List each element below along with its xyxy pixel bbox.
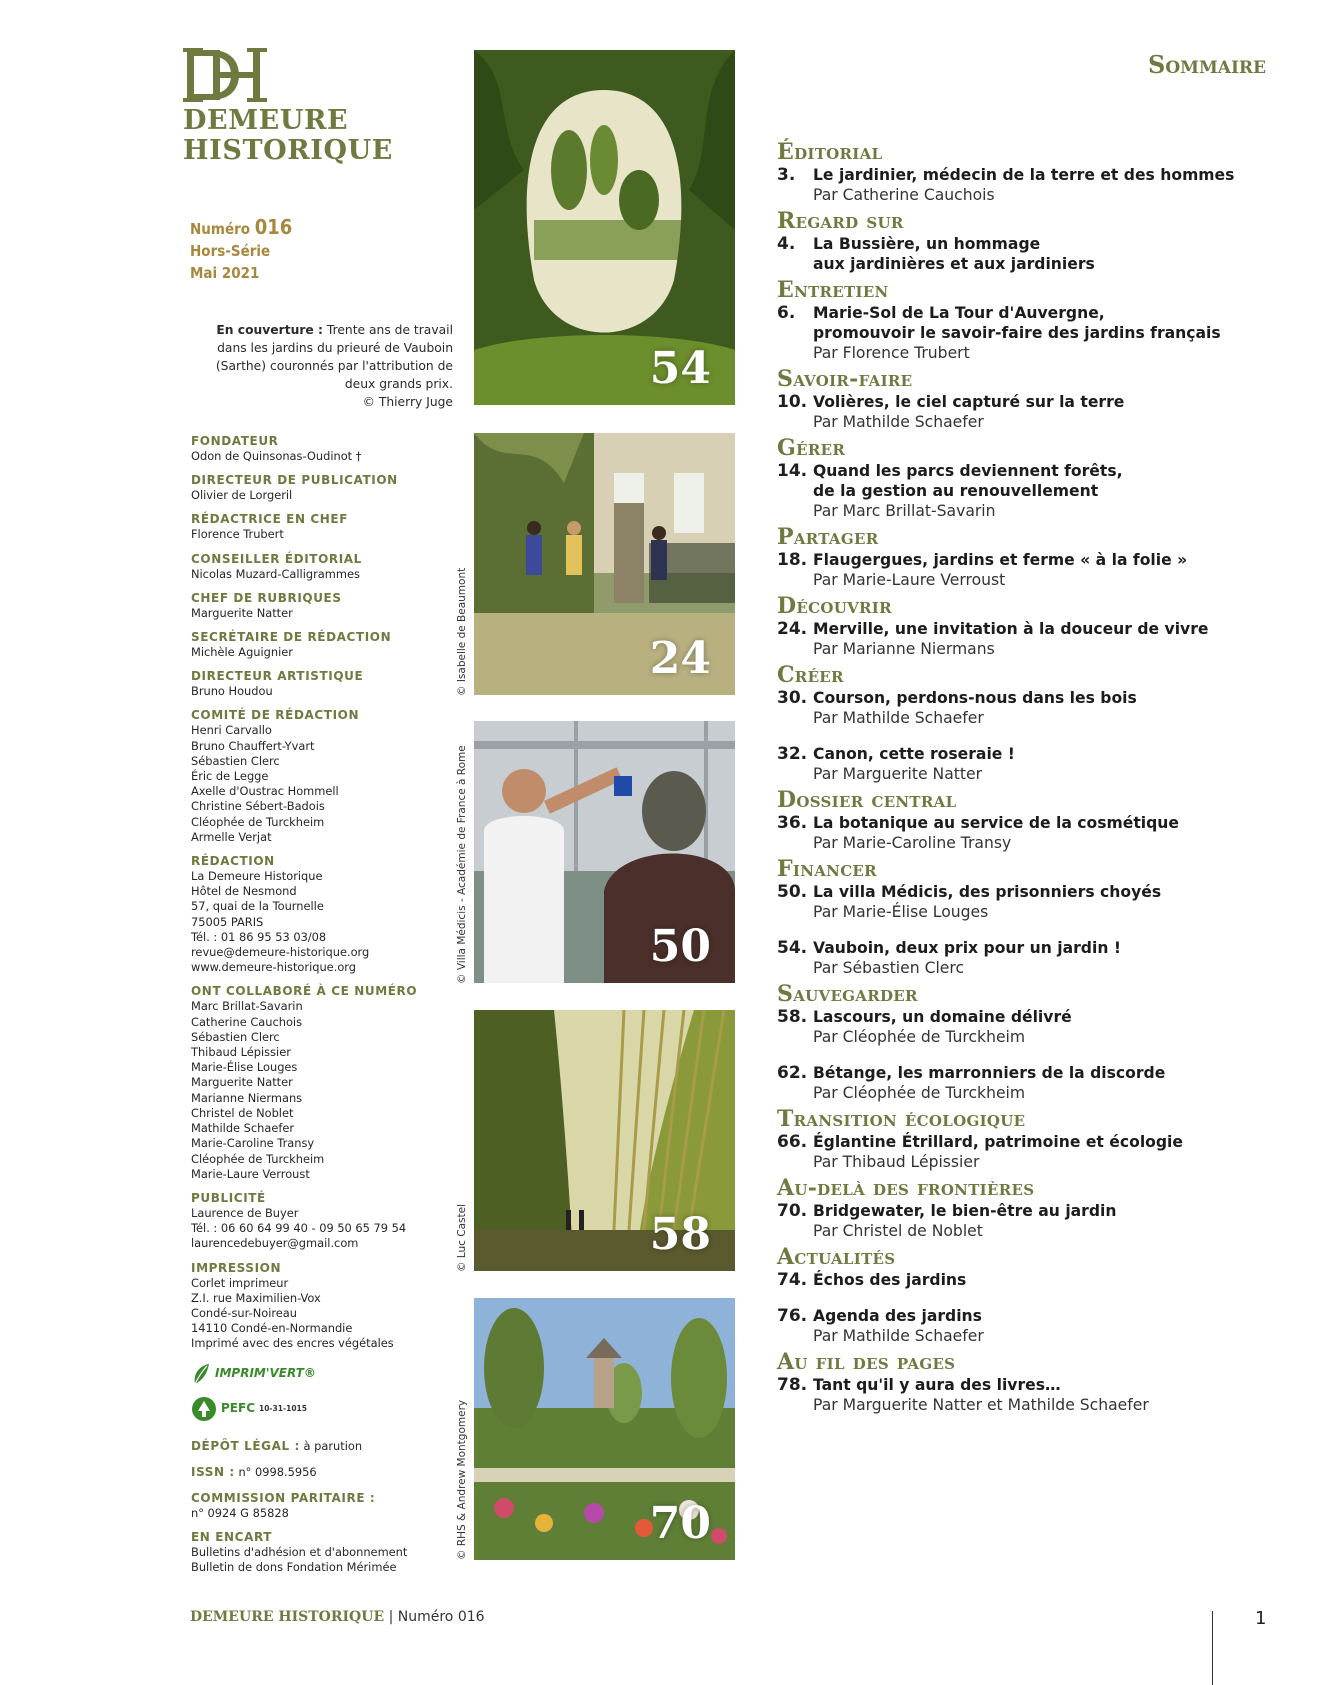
commission-label: COMMISSION PARITAIRE : bbox=[191, 1490, 376, 1505]
toc-entry-body bbox=[813, 550, 1297, 590]
toc-entry-title: Courson, perdons-nous dans les bois bbox=[813, 689, 1137, 707]
toc-section-title: Savoir-faire bbox=[777, 366, 913, 392]
masthead-block bbox=[191, 853, 436, 975]
masthead-line: Imprimé avec des encres végétales bbox=[191, 1336, 394, 1351]
toc-section-title: Dossier central bbox=[777, 787, 957, 813]
toc-page-number: 78. bbox=[777, 1375, 808, 1395]
masthead-line: Marguerite Natter bbox=[191, 1075, 293, 1090]
masthead-block bbox=[191, 433, 436, 464]
toc-entry[interactable] bbox=[777, 938, 1297, 978]
masthead-label: RÉDACTION bbox=[191, 854, 275, 869]
masthead-label: FONDATEUR bbox=[191, 434, 279, 448]
photo-credit: © Luc Castel bbox=[456, 1204, 468, 1272]
masthead-list bbox=[191, 433, 436, 1352]
toc-entry-title: Marie-Sol de La Tour d'Auvergne, promouvoir le savoir-faire des jardins français bbox=[813, 304, 1221, 342]
toc-entry-body bbox=[813, 619, 1297, 659]
toc-page-number: 50. bbox=[777, 882, 808, 902]
toc-entry-body bbox=[813, 744, 1297, 784]
photo-page-number: 58 bbox=[649, 1209, 711, 1260]
masthead-label: CONSEILLER ÉDITORIAL bbox=[191, 551, 362, 566]
masthead-line: Christine Sébert-Badois bbox=[191, 799, 325, 814]
masthead-line: Nicolas Muzard-Calligrammes bbox=[191, 566, 360, 581]
toc-page-number: 4. bbox=[777, 234, 796, 254]
toc-entry[interactable] bbox=[777, 1201, 1297, 1241]
masthead-line: Catherine Cauchois bbox=[191, 1014, 303, 1029]
issue-series: Hors-Série bbox=[190, 242, 271, 260]
toc-entry-body bbox=[813, 461, 1297, 521]
toc-entry[interactable] bbox=[777, 1306, 1297, 1346]
masthead-label: IMPRESSION bbox=[191, 1260, 282, 1275]
toc-entry-title: Quand les parcs deviennent forêts, de la gestion au renouvellement bbox=[813, 462, 1123, 500]
masthead-block bbox=[191, 551, 436, 582]
toc-entry-author: Par Catherine Cauchois bbox=[813, 186, 995, 204]
masthead-label: RÉDACTRICE EN CHEF bbox=[191, 512, 349, 527]
toc-page-number: 36. bbox=[777, 813, 808, 833]
masthead-line: Axelle d'Oustrac Hommell bbox=[191, 784, 339, 799]
toc-entry-title: Merville, une invitation à la douceur de vivre bbox=[813, 620, 1209, 638]
masthead-block bbox=[191, 1190, 436, 1252]
toc-entry-body bbox=[813, 392, 1297, 432]
photo-chateau-visitors bbox=[474, 433, 735, 695]
toc-entry[interactable] bbox=[777, 1270, 1297, 1290]
sommaire-heading: Sommaire bbox=[1148, 50, 1267, 79]
toc-entry-author: Par Marie-Élise Louges bbox=[813, 903, 989, 921]
toc-page-number: 66. bbox=[777, 1132, 808, 1152]
toc-entry[interactable] bbox=[777, 392, 1297, 432]
toc-section bbox=[777, 664, 1297, 784]
toc-entry-author: Par Florence Trubert bbox=[813, 344, 970, 362]
toc-page-number: 58. bbox=[777, 1007, 808, 1027]
toc-entry-body bbox=[813, 882, 1297, 922]
toc-entry[interactable] bbox=[777, 303, 1297, 363]
table-of-contents bbox=[777, 136, 1297, 1415]
masthead-line: Z.I. rue Maximilien-Vox bbox=[191, 1290, 321, 1305]
masthead-block bbox=[191, 1260, 436, 1352]
toc-page-number: 74. bbox=[777, 1270, 808, 1290]
imprim-vert-label: IMPRIM'VERT® bbox=[215, 1365, 316, 1380]
footer-brand: DEMEURE HISTORIQUE bbox=[190, 1609, 385, 1625]
masthead-block bbox=[191, 983, 436, 1181]
masthead-line: Florence Trubert bbox=[191, 527, 284, 542]
masthead-label: DIRECTEUR DE PUBLICATION bbox=[191, 473, 398, 488]
masthead-line: 57, quai de la Tournelle bbox=[191, 899, 324, 914]
toc-entry[interactable] bbox=[777, 619, 1297, 659]
masthead-line: Michèle Aguignier bbox=[191, 645, 293, 660]
toc-section bbox=[777, 279, 1297, 363]
photo-credit: © Villa Médicis - Académie de France à Rome bbox=[456, 745, 468, 984]
masthead-line: Odon de Quinsonas-Oudinot † bbox=[191, 449, 362, 463]
masthead-line: Sébastien Clerc bbox=[191, 1029, 280, 1044]
toc-entry-body bbox=[813, 234, 1297, 274]
toc-entry-author: Par Marie-Caroline Transy bbox=[813, 834, 1012, 852]
masthead-line: Marie-Laure Verroust bbox=[191, 1166, 310, 1181]
toc-entry-title: Vauboin, deux prix pour un jardin ! bbox=[813, 939, 1121, 957]
toc-entry[interactable] bbox=[777, 813, 1297, 853]
toc-page-number: 30. bbox=[777, 688, 808, 708]
toc-section bbox=[777, 210, 1297, 274]
toc-entry-title: La Bussière, un hommage aux jardinières et aux jardiniers bbox=[813, 235, 1095, 273]
toc-entry-body bbox=[813, 1201, 1297, 1241]
masthead-line: Marguerite Natter bbox=[191, 605, 293, 620]
commission-paritaire bbox=[191, 1490, 436, 1521]
leaf-icon bbox=[191, 1362, 211, 1386]
masthead-line: Olivier de Lorgeril bbox=[191, 488, 293, 503]
masthead-line[interactable]: www.demeure-historique.org bbox=[191, 960, 356, 975]
toc-entry-title: Bridgewater, le bien-être au jardin bbox=[813, 1202, 1117, 1220]
toc-entry-author: Par Thibaud Lépissier bbox=[813, 1153, 980, 1171]
masthead-label: CHEF DE RUBRIQUES bbox=[191, 590, 342, 605]
toc-entry-title: Bétange, les marronniers de la discorde bbox=[813, 1064, 1166, 1082]
toc-entry-author: Par Mathilde Schaefer bbox=[813, 709, 984, 727]
page-footer bbox=[190, 1609, 485, 1625]
masthead-block bbox=[191, 707, 436, 845]
toc-entry-body bbox=[813, 1063, 1297, 1103]
toc-entry-author: Par Marianne Niermans bbox=[813, 640, 995, 658]
toc-entry[interactable] bbox=[777, 882, 1297, 922]
toc-entry-title: La villa Médicis, des prisonniers choyés bbox=[813, 883, 1162, 901]
toc-page-number: 18. bbox=[777, 550, 808, 570]
masthead-line: Marie-Élise Louges bbox=[191, 1060, 298, 1075]
depot-value: à parution bbox=[299, 1438, 363, 1453]
en-encart bbox=[191, 1529, 436, 1575]
issue-number-label: Numéro bbox=[190, 220, 251, 238]
footer-separator: | bbox=[384, 1609, 398, 1625]
cover-caption bbox=[200, 321, 453, 411]
toc-entry-author: Par Mathilde Schaefer bbox=[813, 413, 984, 431]
toc-entry-title: Églantine Étrillard, patrimoine et écologie bbox=[813, 1133, 1183, 1151]
toc-section-title: Entretien bbox=[777, 277, 889, 303]
masthead-line: Marianne Niermans bbox=[191, 1090, 303, 1105]
issn bbox=[191, 1464, 436, 1480]
toc-section-title: Au fil des pages bbox=[777, 1349, 956, 1375]
toc-entry-title: Agenda des jardins bbox=[813, 1307, 982, 1325]
masthead-line: Hôtel de Nesmond bbox=[191, 884, 297, 899]
toc-section bbox=[777, 789, 1297, 853]
toc-section-title: Au-delà des frontières bbox=[777, 1175, 1035, 1201]
masthead-label: SECRÉTAIRE DE RÉDACTION bbox=[191, 630, 392, 645]
toc-section bbox=[777, 141, 1297, 205]
masthead bbox=[191, 433, 436, 1584]
toc-entry-body bbox=[813, 303, 1297, 363]
toc-entry-author: Par Christel de Noblet bbox=[813, 1222, 983, 1240]
toc-entry-body bbox=[813, 1132, 1297, 1172]
toc-entry[interactable] bbox=[777, 688, 1297, 728]
page-number-divider bbox=[1212, 1611, 1213, 1685]
photo-topiary-garden bbox=[474, 50, 735, 405]
masthead-line[interactable]: revue@demeure-historique.org bbox=[191, 945, 370, 960]
toc-entry[interactable] bbox=[777, 165, 1297, 205]
toc-section-title: Éditorial bbox=[777, 139, 883, 165]
toc-entry-author: Par Marc Brillat-Savarin bbox=[813, 502, 996, 520]
photo-page-number: 50 bbox=[649, 921, 711, 972]
photo-page-number: 24 bbox=[649, 633, 711, 684]
toc-section bbox=[777, 437, 1297, 521]
toc-section bbox=[777, 1351, 1297, 1415]
cover-label: En couverture : bbox=[216, 323, 323, 337]
logo-wordmark bbox=[183, 106, 413, 166]
masthead-line: Éric de Legge bbox=[191, 769, 269, 784]
photo-page-number: 70 bbox=[649, 1498, 711, 1549]
masthead-line: Cléophée de Turckheim bbox=[191, 1151, 325, 1166]
pefc-badge bbox=[191, 1396, 436, 1422]
toc-entry-body bbox=[813, 1306, 1297, 1346]
photo-bamboo-alley bbox=[474, 1010, 735, 1271]
toc-section bbox=[777, 595, 1297, 659]
photo-villa-medicis bbox=[474, 721, 735, 983]
toc-entry-author: Par Marguerite Natter bbox=[813, 765, 983, 783]
issue-info bbox=[190, 216, 292, 284]
masthead-label: ONT COLLABORÉ À CE NUMÉRO bbox=[191, 984, 418, 999]
encart-line: Bulletin de dons Fondation Mérimée bbox=[191, 1560, 397, 1575]
toc-page-number: 14. bbox=[777, 461, 808, 481]
masthead-line: Laurence de Buyer bbox=[191, 1205, 299, 1220]
masthead-block bbox=[191, 590, 436, 621]
toc-entry-title: Lascours, un domaine délivré bbox=[813, 1008, 1072, 1026]
toc-entry-body bbox=[813, 1375, 1297, 1415]
masthead-block bbox=[191, 668, 436, 699]
masthead-line: Condé-sur-Noireau bbox=[191, 1305, 298, 1320]
toc-entry-body bbox=[813, 813, 1297, 853]
toc-entry-title: Tant qu'il y aura des livres… bbox=[813, 1376, 1061, 1394]
toc-entry[interactable] bbox=[777, 1375, 1297, 1415]
masthead-line: Corlet imprimeur bbox=[191, 1275, 289, 1290]
toc-section-title: Sauvegarder bbox=[777, 981, 918, 1007]
toc-entry-author: Par Marie-Laure Verroust bbox=[813, 571, 1006, 589]
encart-label: EN ENCART bbox=[191, 1530, 273, 1545]
masthead-line: Armelle Verjat bbox=[191, 829, 272, 844]
toc-entry-author: Par Cléophée de Turckheim bbox=[813, 1028, 1026, 1046]
masthead-line: Tél. : 01 86 95 53 03/08 bbox=[191, 929, 327, 944]
masthead-line: Thibaud Lépissier bbox=[191, 1045, 291, 1060]
masthead-line: Cléophée de Turckheim bbox=[191, 814, 325, 829]
masthead-line: Henri Carvallo bbox=[191, 723, 272, 738]
issn-value: n° 0998.5956 bbox=[234, 1464, 317, 1479]
toc-section-title: Actualités bbox=[777, 1244, 896, 1270]
masthead-line: 14110 Condé-en-Normandie bbox=[191, 1321, 353, 1336]
toc-entry-author: Par Mathilde Schaefer bbox=[813, 1327, 984, 1345]
toc-page-number: 3. bbox=[777, 165, 796, 185]
depot-legal bbox=[191, 1438, 436, 1454]
masthead-line: Mathilde Schaefer bbox=[191, 1121, 295, 1136]
toc-entry[interactable] bbox=[777, 1063, 1297, 1103]
toc-entry[interactable] bbox=[777, 461, 1297, 521]
toc-page-number: 6. bbox=[777, 303, 796, 323]
toc-page-number: 54. bbox=[777, 938, 808, 958]
masthead-line: Bruno Houdou bbox=[191, 684, 273, 699]
depot-label: DÉPÔT LÉGAL : bbox=[191, 1438, 300, 1453]
toc-entry-author: Par Sébastien Clerc bbox=[813, 959, 965, 977]
dh-monogram-icon bbox=[183, 48, 267, 102]
toc-entry-title: Volières, le ciel capturé sur la terre bbox=[813, 393, 1125, 411]
footer-issue: Numéro 016 bbox=[397, 1609, 485, 1625]
masthead-block bbox=[191, 629, 436, 660]
logo-line-2: HISTORIQUE bbox=[183, 135, 393, 166]
toc-section bbox=[777, 1246, 1297, 1346]
photo-credit: © RHS & Andrew Montgomery bbox=[456, 1399, 468, 1560]
masthead-line[interactable]: laurencedebuyer@gmail.com bbox=[191, 1236, 359, 1251]
masthead-line: Tél. : 06 60 64 99 40 - 09 50 65 79 54 bbox=[191, 1221, 407, 1236]
toc-section-title: Regard sur bbox=[777, 208, 904, 234]
toc-entry-body bbox=[813, 938, 1297, 978]
toc-entry-body bbox=[813, 1270, 1297, 1290]
toc-entry-title: Échos des jardins bbox=[813, 1271, 967, 1289]
commission-value: n° 0924 G 85828 bbox=[191, 1505, 289, 1520]
toc-entry-title: Le jardinier, médecin de la terre et des hommes bbox=[813, 166, 1235, 184]
toc-entry-body bbox=[813, 165, 1297, 205]
toc-section-title: Transition écologique bbox=[777, 1106, 1026, 1132]
toc-entry-body bbox=[813, 688, 1297, 728]
masthead-line: La Demeure Historique bbox=[191, 869, 323, 884]
toc-entry[interactable] bbox=[777, 1007, 1297, 1047]
masthead-block bbox=[191, 511, 436, 542]
toc-page-number: 10. bbox=[777, 392, 808, 412]
toc-section-title: Découvrir bbox=[777, 593, 892, 619]
toc-page-number: 70. bbox=[777, 1201, 808, 1221]
imprim-vert-badge bbox=[191, 1362, 436, 1386]
toc-page-number: 76. bbox=[777, 1306, 808, 1326]
issue-date: Mai 2021 bbox=[190, 264, 260, 282]
toc-section bbox=[777, 368, 1297, 432]
toc-entry[interactable] bbox=[777, 744, 1297, 784]
masthead-label: COMITÉ DE RÉDACTION bbox=[191, 708, 360, 723]
photo-bridgewater-garden bbox=[474, 1298, 735, 1560]
masthead-label: DIRECTEUR ARTISTIQUE bbox=[191, 669, 364, 684]
toc-entry[interactable] bbox=[777, 1132, 1297, 1172]
toc-entry-author: Par Cléophée de Turckheim bbox=[813, 1084, 1026, 1102]
masthead-line: Sébastien Clerc bbox=[191, 753, 280, 768]
toc-section bbox=[777, 1177, 1297, 1241]
encart-line: Bulletins d'adhésion et d'abonnement bbox=[191, 1545, 408, 1560]
pefc-label: PEFC bbox=[221, 1400, 255, 1415]
masthead-block bbox=[191, 472, 436, 503]
toc-entry-author: Par Marguerite Natter et Mathilde Schaefer bbox=[813, 1396, 1149, 1414]
masthead-line: 75005 PARIS bbox=[191, 914, 264, 929]
toc-section-title: Créer bbox=[777, 662, 844, 688]
photo-credit: © Isabelle de Beaumont bbox=[456, 567, 468, 696]
masthead-line: Bruno Chauffert-Yvart bbox=[191, 738, 315, 753]
toc-section-title: Partager bbox=[777, 524, 879, 550]
toc-section bbox=[777, 526, 1297, 590]
cover-text: Trente ans de travail dans les jardins du prieuré de Vauboin (Sarthe) couronnés par l'attribution de deux grands prix. bbox=[215, 323, 453, 391]
toc-entry-title: La botanique au service de la cosmétique bbox=[813, 814, 1179, 832]
photo-page-number: 54 bbox=[649, 343, 711, 394]
issue-number: 016 bbox=[254, 215, 293, 239]
toc-page-number: 24. bbox=[777, 619, 808, 639]
masthead-line: Marie-Caroline Transy bbox=[191, 1136, 315, 1151]
issn-label: ISSN : bbox=[191, 1464, 235, 1479]
cover-credit: © Thierry Juge bbox=[362, 395, 453, 409]
page-number: 1 bbox=[1255, 1608, 1267, 1629]
toc-entry-title: Canon, cette roseraie ! bbox=[813, 745, 1015, 763]
masthead-line: Christel de Noblet bbox=[191, 1105, 294, 1120]
pefc-code: 10-31-1015 bbox=[259, 1403, 307, 1413]
toc-entry[interactable] bbox=[777, 550, 1297, 590]
toc-page-number: 32. bbox=[777, 744, 808, 764]
logo-line-1: DEMEURE bbox=[183, 105, 349, 136]
toc-page-number: 62. bbox=[777, 1063, 808, 1083]
toc-section-title: Financer bbox=[777, 856, 877, 882]
logo bbox=[183, 48, 413, 166]
toc-entry-body bbox=[813, 1007, 1297, 1047]
toc-entry[interactable] bbox=[777, 234, 1297, 274]
toc-section bbox=[777, 1108, 1297, 1172]
toc-section-title: Gérer bbox=[777, 435, 846, 461]
masthead-line: Marc Brillat-Savarin bbox=[191, 999, 303, 1014]
toc-entry-title: Flaugergues, jardins et ferme « à la folie » bbox=[813, 551, 1188, 569]
toc-section bbox=[777, 858, 1297, 978]
masthead-label: PUBLICITÉ bbox=[191, 1190, 266, 1205]
toc-section bbox=[777, 983, 1297, 1103]
pefc-tree-icon bbox=[191, 1396, 217, 1422]
